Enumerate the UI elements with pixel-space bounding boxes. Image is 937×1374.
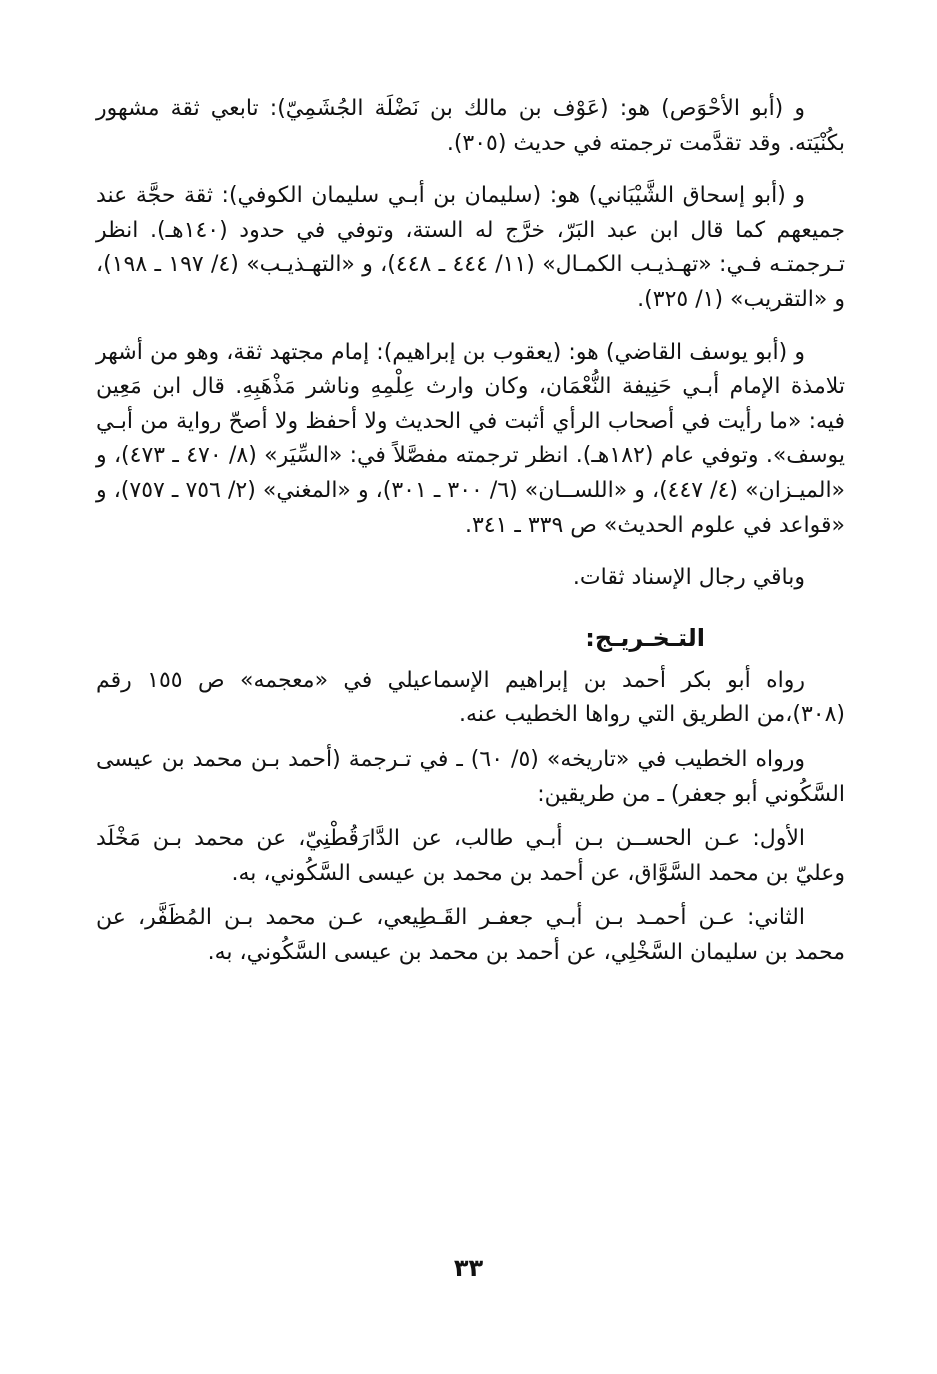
page-body [96,92,845,1294]
paragraph-takhrij-khatib: ورواه الخطيب في «تاريخه» (٥/ ٦٠) ـ في تـرجمة (أحمد بـن محمد بن عيسى السَّكُوني أبو جعفر) ـ من طريقين: [96,746,845,807]
paragraph-abu-ishaq: و (أبو إسحاق الشَّيْبَاني) هو: (سليمان بن أبـي سليمان الكوفي): ثقة حجَّة عند جميعهم كما قال ابن عبد البَرّ، خرَّج له الستة، وتوفي في حدود (١٤٠هـ). انظر تـرجمتـه فـي: «تهـذيـب الكمـال» (١١/ ٤٤٤ ـ ٤٤٨)، و «التهـذيـب» (٤/ ١٩٧ ـ ١٩٨)، و «التقريب» (١/ ٣٢٥). [96,183,845,312]
paragraph-abu-yusuf: و (أبو يوسف القاضي) هو: (يعقوب بن إبراهيم): إمام مجتهد ثقة، وهو من أشهر تلامذة الإمام أبـي حَنِيفة النُّعْمَان، وكان وارث عِلْمِهِ وناشر مَذْهَبِهِ. قال ابن مَعِين فيه: «ما رأيت في أصحاب الرأي أثبت في الحديث ولا أحفظ ولا أصحّ رواية من أبـي يوسف». وتوفي عام (١٨٢هـ). انظر ترجمته مفصَّلاً في: «السِّيَر» (٨/ ٤٧٠ ـ ٤٧٣)، و «الميـزان» (٤/ ٤٤٧)، و «اللســان» (٦/ ٣٠٠ ـ ٣٠١)، و «المغني» (٢/ ٧٥٦ ـ ٧٥٧)، و «قواعد في علوم الحديث» ص ٣٣٩ ـ ٣٤١. [96,339,846,538]
paragraph-first-route: الأول: عـن الحســن بـن أبـي طالب، عن الدَّارَقُطْنِيّ، عن محمد بـن مَخْلَد وعليّ بن محمد السَّوَّاق، عن أحمد بن محمد بن عيسى السَّكُوني، به. [96,826,845,886]
paragraph-abu-al-ahwas: و (أبو الأحْوَص) هو: (عَوْف بن مالك بن نَضْلَة الجُشَمِيّ): تابعي ثقة مشهور بكُنْيَته. وقد تقدَّمت ترجمته في حديث (٣٠٥). [96,96,845,156]
paragraph-second-route: الثاني: عـن أحمـد بـن أبـي جعفـر القَـطِيعي، عـن محمد بـن المُظَفَّر، عن محمد بن سليمان السَّخْلِي، عن أحمد بن محمد بن عيسى السَّكُوني، به. [96,905,845,965]
paragraph-remaining-narrators: وباقي رجال الإسناد ثقات. [572,565,805,591]
section-heading-takhrij: التـخـريـج: [585,623,705,652]
page-number: ٣٣ [453,1254,484,1282]
paragraph-takhrij-ismaili: رواه أبو بكر أحمد بن إبراهيم الإسماعيلي في «معجمه» ص ١٥٥ رقم (٣٠٨)،من الطريق التي رواها الخطيب عنه. [96,667,845,728]
